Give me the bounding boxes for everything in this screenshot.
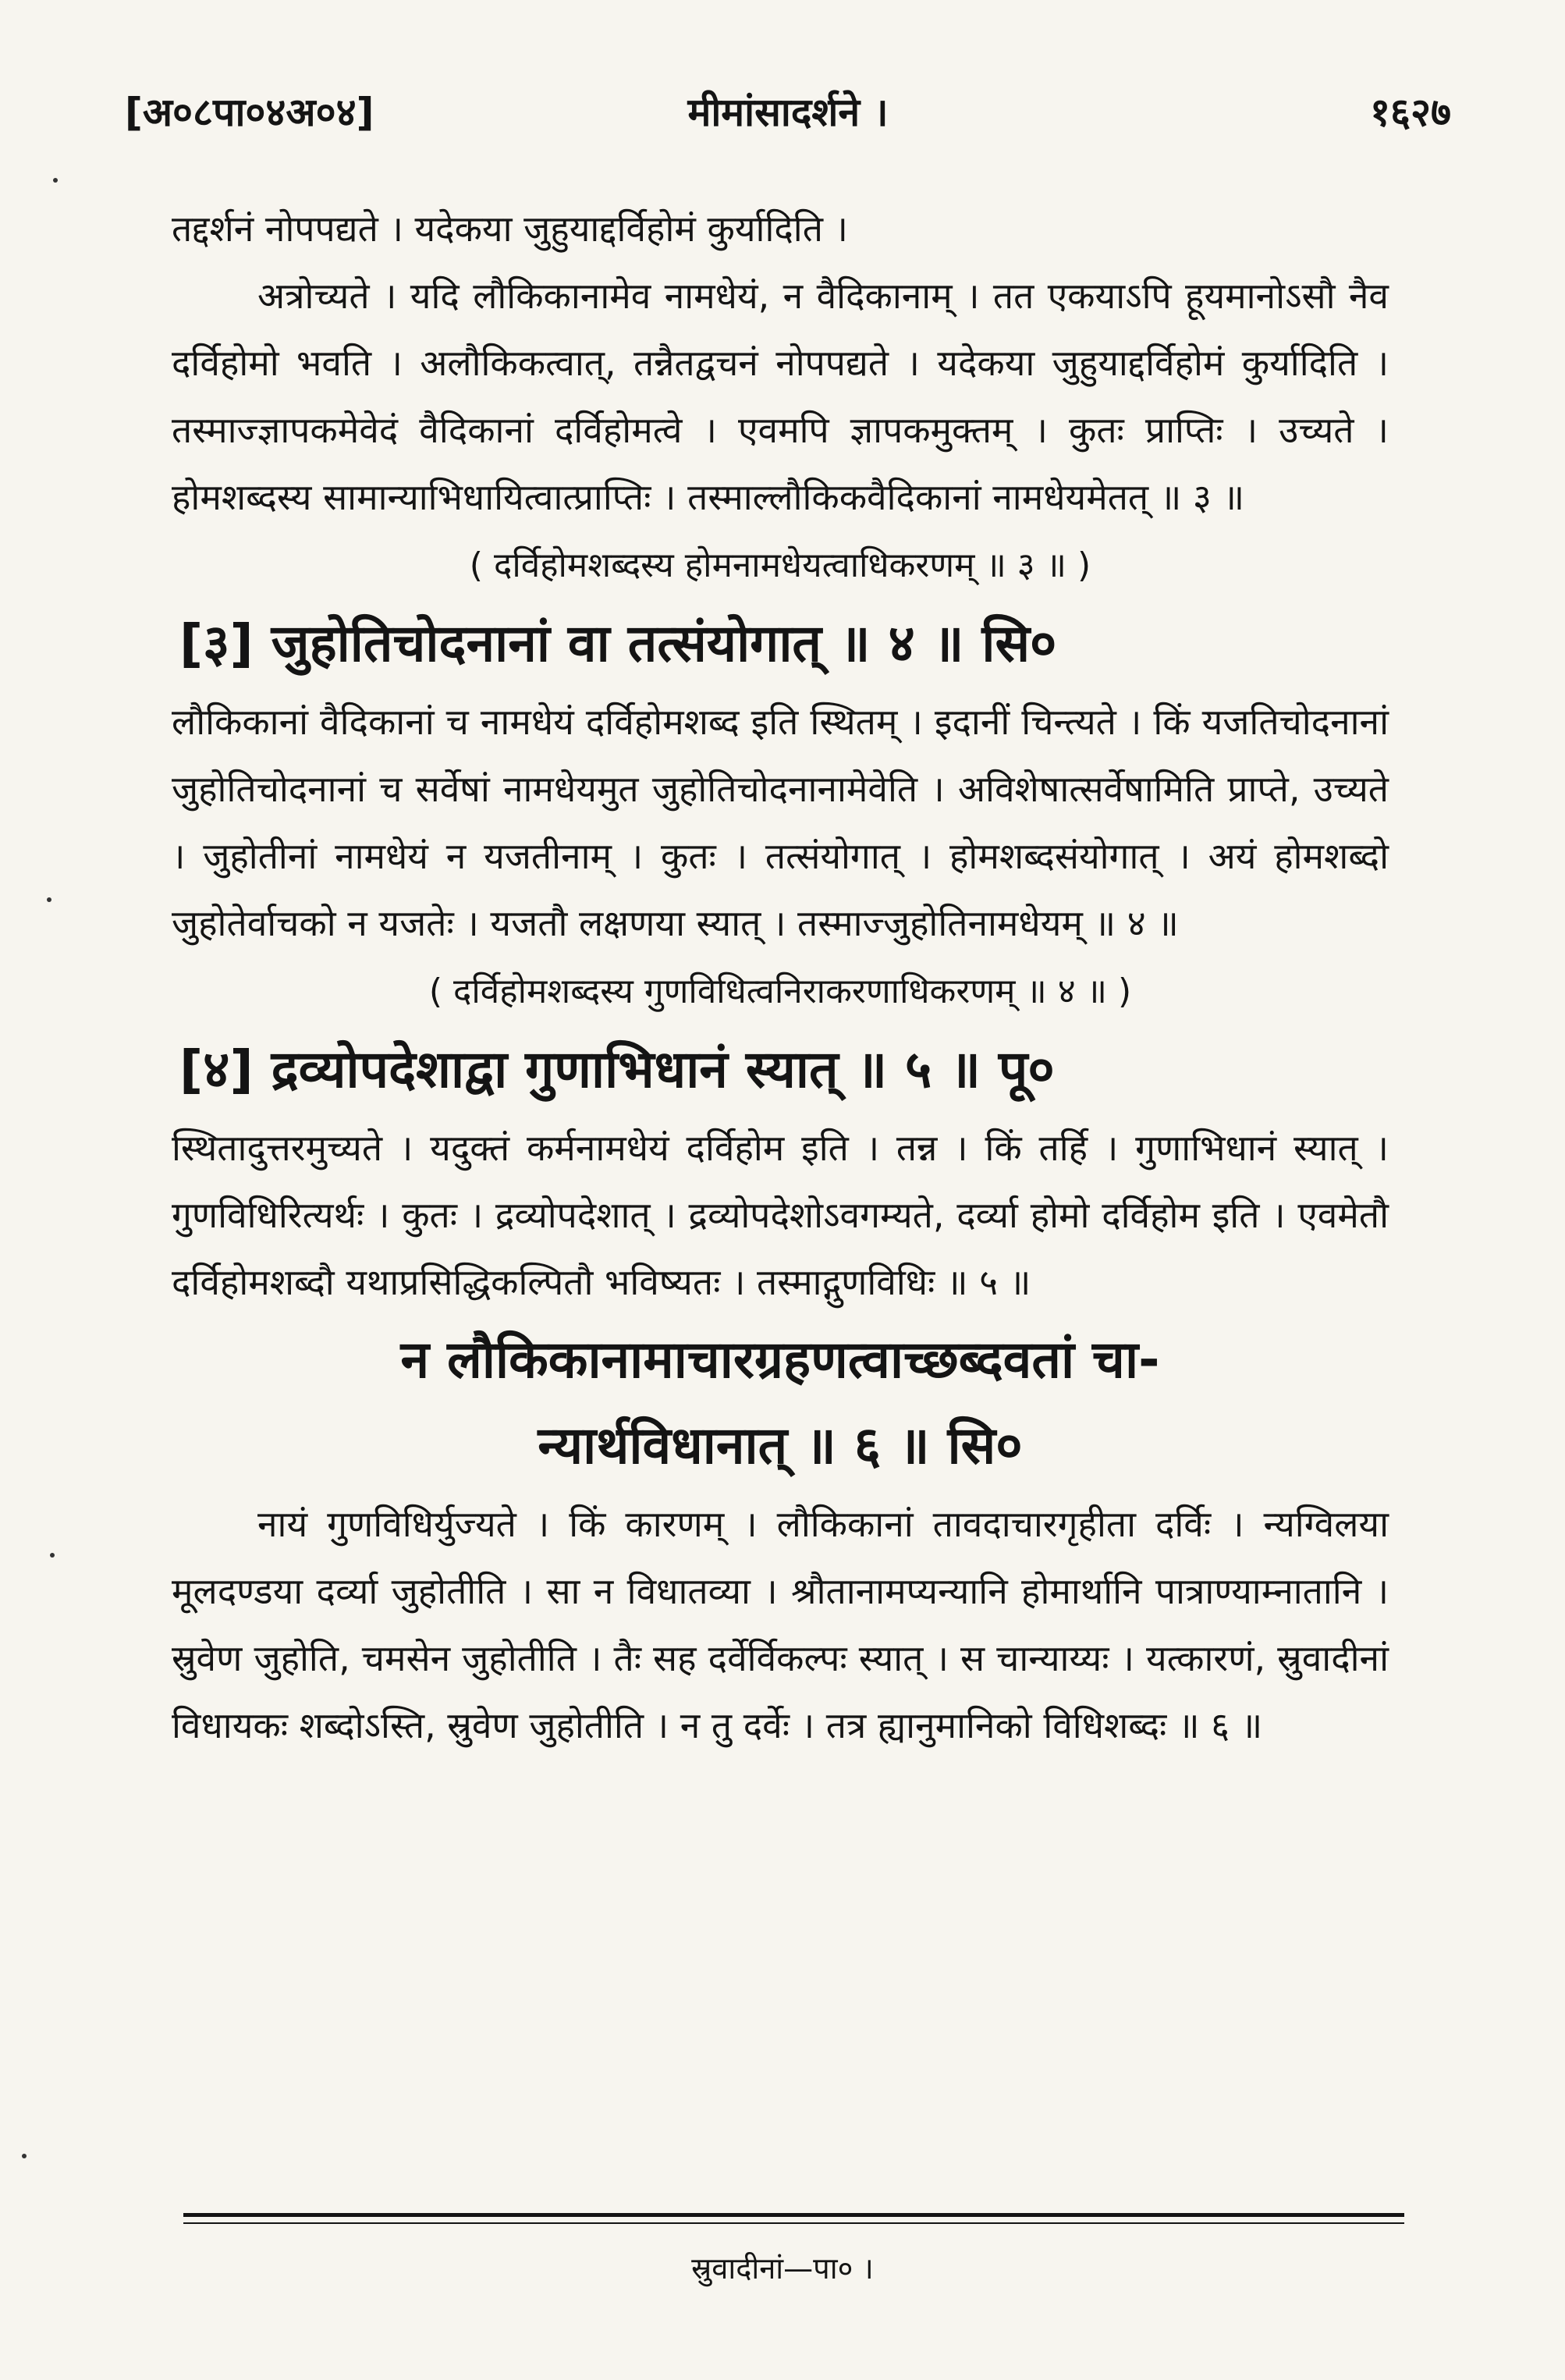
sutra-2: [४] द्रव्योपदेशाद्वा गुणाभिधानं स्यात् ॥ ५ ॥ पू० [179, 1039, 1055, 1099]
adhikarana-caption-1: ( दर्विहोमशब्दस्य होमनामधेयत्वाधिकरणम् ॥ ३ ॥ ) [469, 545, 1091, 585]
paragraph-4: स्थितादुत्तरमुच्यते । यदुक्तं कर्मनामधेयं दर्विहोम इति । तन्न । किं तर्हि । गुणाभिधानं स्यात् । गुणविधिरित्यर्थः । कुतः । द्रव्योपदेशात् । द्रव्योपदेशोऽवगम्यते, दर्व्या होमो दर्विहोम इति । एवमेतौ दर्विहोमशब्दौ यथाप्रसिद्धिकल्पितौ भविष्यतः । तस्माद्गुणविधिः ॥ ५ ॥ [172, 1127, 1389, 1303]
paragraph-3: लौकिकानां वैदिकानां च नामधेयं दर्विहोमशब्द इति स्थितम् । इदानीं चिन्त्यते । किं यजतिचोदनानां जुहोतिचोदनानां च सर्वेषां नामधेयमुत जुहोतिचोदनानामेवेति । अविशेषात्सर्वेषामिति प्राप्ते, उच्यते । जुहोतीनां नामधेयं न यजतीनाम् । कुतः । तत्संयोगात् । होमशब्दसंयोगात् । अयं होमशब्दो जुहोतेर्वाचको न यजतेः । यजतौ लक्षणया स्यात् । तस्माज्जुहोतिनामधेयम् ॥ ४ ॥ [172, 701, 1389, 944]
sutra-3-line-1: न लौकिकानामाचारग्रहणत्वाच्छब्दवतां चा- [400, 1330, 1160, 1390]
scan-speck [53, 178, 58, 183]
chapter-reference: [अ०८पा०४अ०४] [125, 90, 374, 135]
paragraph-5: नायं गुणविधिर्युज्यते । किं कारणम् । लौकिकानां तावदाचारगृहीता दर्विः । न्यग्विलया मूलदण्डया दर्व्या जुहोतीति । सा न विधातव्या । श्रौतानामप्यन्यानि होमार्थानि पात्राण्याम्नातानि । स्रुवेण जुहोति, चमसेन जुहोतीति । तैः सह दर्वेर्विकल्पः स्यात् । स चान्याय्यः । यत्कारणं, स्रुवादीनां विधायकः शब्दोऽस्ति, स्रुवेण जुहोतीति । न तु दर्वेः । तत्र ह्यानुमानिको विधिशब्दः ॥ ६ ॥ [172, 1503, 1389, 1746]
page-header [125, 84, 1451, 147]
footnote: स्रुवादीनां—पा० । [691, 2251, 874, 2286]
paragraph-1: तद्दर्शनं नोपपद्यते । यदेकया जुहुयाद्दर्विहोमं कुर्यादिति । [172, 208, 848, 250]
scan-speck [47, 897, 51, 902]
adhikarana-caption-2: ( दर्विहोमशब्दस्य गुणविधित्वनिराकरणाधिकरणम् ॥ ४ ॥ ) [428, 972, 1132, 1011]
footnote-rule [183, 2213, 1404, 2217]
sutra-3-line-2: न्यार्थविधानात् ॥ ६ ॥ सि० [538, 1416, 1023, 1476]
body-text [172, 195, 1389, 1759]
footnote-rule-thin [183, 2222, 1404, 2224]
page-number: १६२७ [1370, 90, 1451, 135]
scan-speck [50, 1553, 55, 1558]
paragraph-2: अत्रोच्यते । यदि लौकिकानामेव नामधेयं, न वैदिकानाम् । तत एकयाऽपि हूयमानोऽसौ नैव दर्विहोमो भवति । अलौकिकत्वात्, तन्नैतद्वचनं नोपपद्यते । यदेकया जुहुयाद्दर्विहोमं कुर्यादिति । तस्माज्ज्ञापकमेवेदं वैदिकानां दर्विहोमत्वे । एवमपि ज्ञापकमुक्तम् । कुतः प्राप्तिः । उच्यते । होमशब्दस्य सामान्याभिधायित्वात्प्राप्तिः । तस्माल्लौकिकवैदिकानां नामधेयमेतत् ॥ ३ ॥ [172, 275, 1389, 518]
sutra-1: [३] जुहोतिचोदनानां वा तत्संयोगात् ॥ ४ ॥ सि० [179, 613, 1057, 673]
scan-speck [22, 2154, 27, 2158]
running-title: मीमांसादर्शने । [687, 90, 889, 135]
